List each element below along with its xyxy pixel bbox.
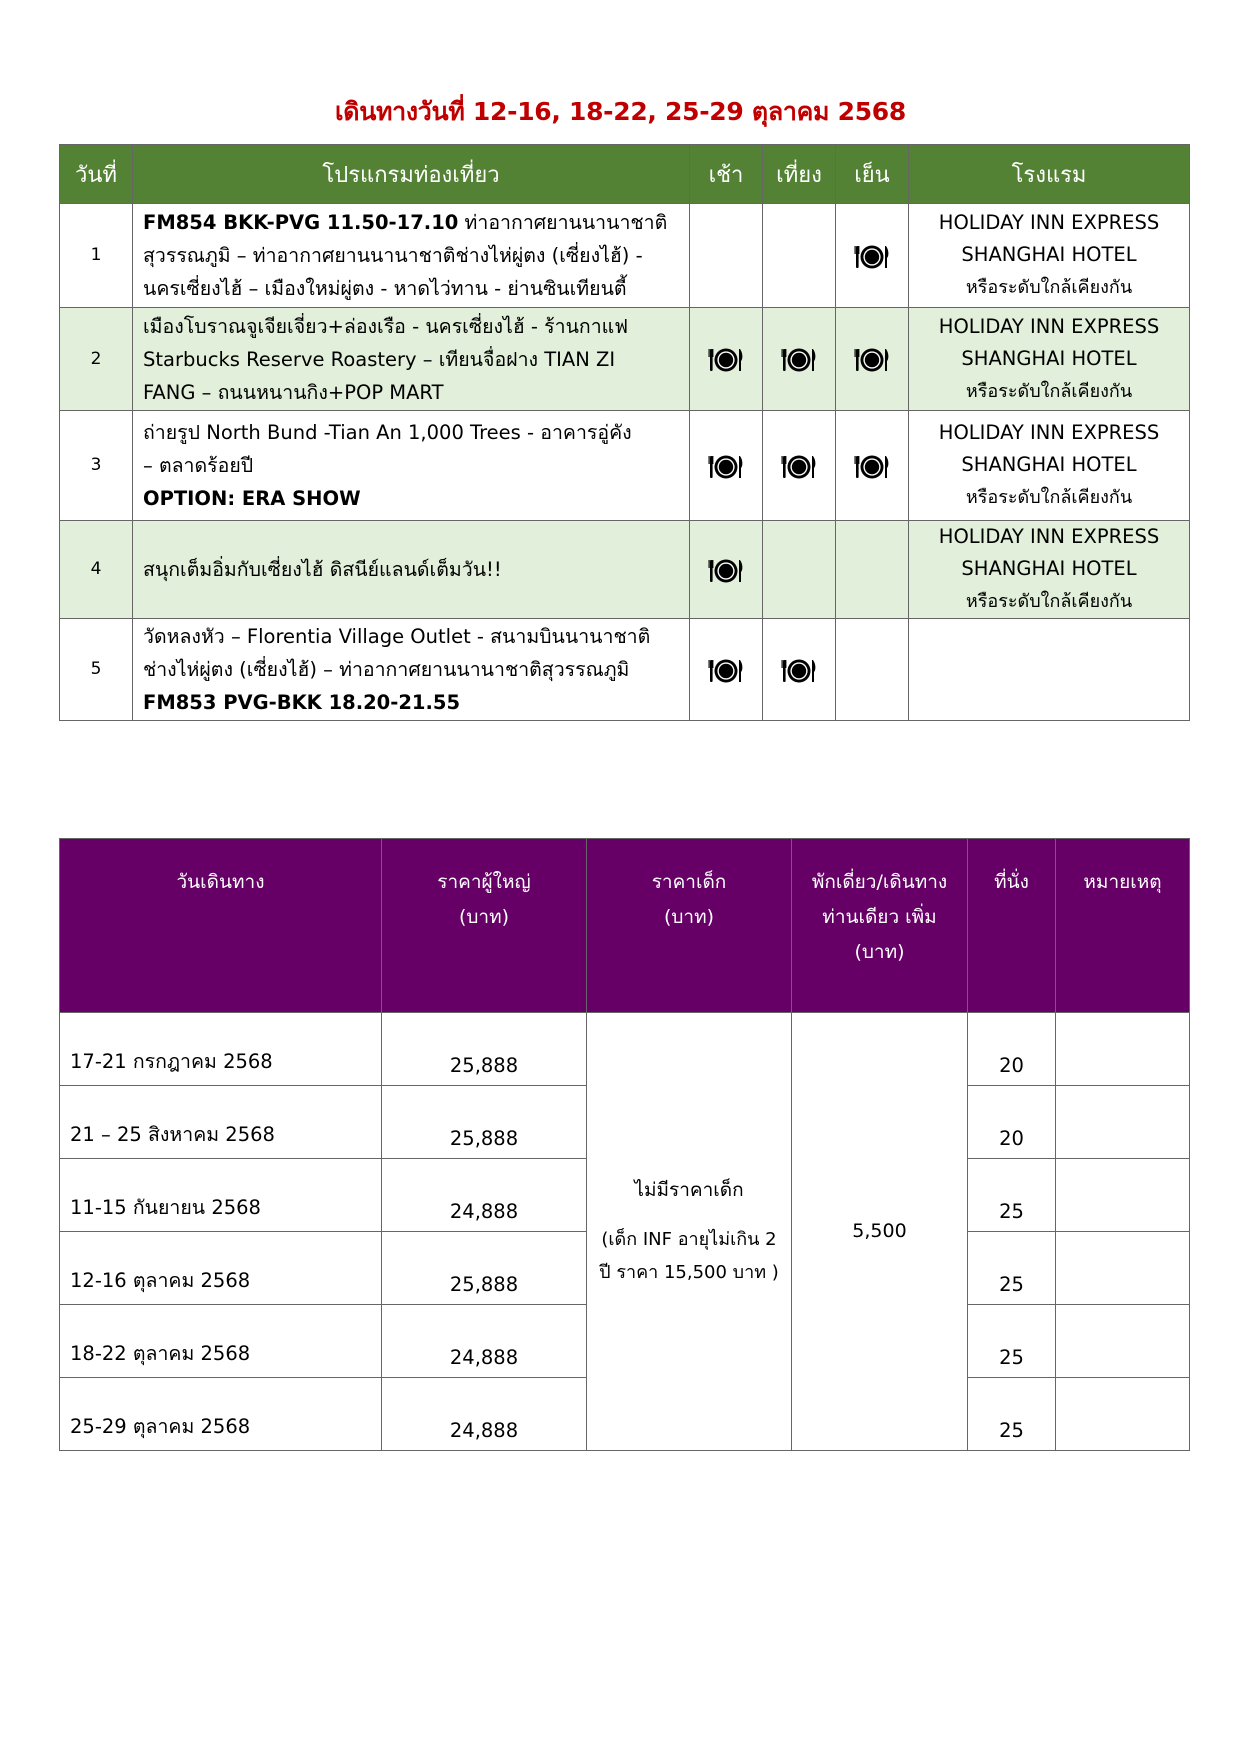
note-cell: [1056, 1378, 1190, 1451]
hotel-name: SHANGHAI HOTEL: [961, 557, 1137, 580]
single-supplement: 5,500: [792, 1013, 968, 1451]
hotel-note: หรือระดับใกล้เคียงกัน: [965, 380, 1133, 402]
child-price-note: ไม่มีราคาเด็ก (เด็ก INF อายุไม่เกิน 2 ปี ราคา 15,500 บาท ): [587, 1013, 792, 1451]
adult-price: 24,888: [382, 1378, 587, 1451]
program-text: นครเซี่ยงไฮ้ – เมืองใหม่ผู่ตง - หาดไว่ทาน - ย่านซินเทียนตี้: [143, 277, 627, 300]
hotel-name: HOLIDAY INN EXPRESS: [938, 421, 1160, 444]
note-cell: [1056, 1305, 1190, 1378]
seat-count: 25: [968, 1378, 1056, 1451]
adult-price: 25,888: [382, 1013, 587, 1086]
program-text: FANG – ถนนหนานกิง+POP MART: [143, 380, 444, 404]
note-cell: [1056, 1013, 1190, 1086]
program-cell: [133, 204, 690, 308]
seat-count: 20: [968, 1086, 1056, 1159]
note-cell: [1056, 1159, 1190, 1232]
meal-dinner: [836, 308, 909, 411]
itinerary-row: [60, 411, 1190, 521]
price-table: [59, 838, 1190, 1451]
hotel-note: หรือระดับใกล้เคียงกัน: [965, 591, 1133, 612]
hotel-cell: [909, 308, 1190, 411]
adult-price: 25,888: [382, 1086, 587, 1159]
travel-date: 11-15 กันยายน 2568: [60, 1159, 382, 1232]
header-breakfast: เช้า: [690, 145, 763, 204]
note-cell: [1056, 1086, 1190, 1159]
program-text: ช่างไห่ผู่ตง (เซี่ยงไฮ้) – ท่าอากาศยานนานาชาติสุวรรณภูมิ: [143, 658, 630, 681]
program-text: วัดหลงหัว – Florentia Village Outlet - สนามบินนานาชาติ: [143, 625, 651, 648]
meal-lunch: [763, 521, 836, 619]
price-row: [60, 1013, 1190, 1086]
travel-date: 21 – 25 สิงหาคม 2568: [60, 1086, 382, 1159]
day-number: 5: [60, 619, 133, 721]
plate-cutlery-icon: [708, 658, 744, 681]
hotel-name: HOLIDAY INN EXPRESS: [938, 314, 1160, 338]
itinerary-row: [60, 204, 1190, 308]
travel-date: 12-16 ตุลาคม 2568: [60, 1232, 382, 1305]
itinerary-row: [60, 308, 1190, 411]
header-seats: ที่นั่ง: [968, 839, 1056, 1013]
meal-breakfast: [690, 308, 763, 411]
program-text: ถ่ายรูป North Bund -Tian An 1,000 Trees - อาคารอู่คัง: [143, 421, 632, 444]
hotel-name: SHANGHAI HOTEL: [961, 453, 1137, 476]
day-number: 1: [60, 204, 133, 308]
hotel-note: หรือระดับใกล้เคียงกัน: [965, 487, 1133, 508]
program-cell: [133, 619, 690, 721]
day-number: 2: [60, 308, 133, 411]
hotel-cell: [909, 521, 1190, 619]
hotel-name: SHANGHAI HOTEL: [961, 346, 1137, 370]
hotel-cell: [909, 204, 1190, 308]
itinerary-header-row: [60, 145, 1190, 204]
itinerary-row: [60, 619, 1190, 721]
adult-price: 24,888: [382, 1305, 587, 1378]
travel-date: 25-29 ตุลาคม 2568: [60, 1378, 382, 1451]
day-number: 4: [60, 521, 133, 619]
program-cell: [133, 308, 690, 411]
program-text: เมืองโบราณจูเจียเจี่ยว+ล่องเรือ - นครเซี่ยงไฮ้ - ร้านกาแฟ: [143, 314, 629, 338]
meal-breakfast: [690, 204, 763, 308]
itinerary-table: [59, 144, 1190, 721]
flight-info: FM853 PVG-BKK 18.20-21.55: [143, 691, 461, 714]
meal-lunch: [763, 619, 836, 721]
meal-lunch: [763, 204, 836, 308]
plate-cutlery-icon: [781, 658, 817, 681]
plate-cutlery-icon: [854, 454, 890, 477]
header-dinner: เย็น: [836, 145, 909, 204]
note-cell: [1056, 1232, 1190, 1305]
plate-cutlery-icon: [708, 348, 744, 371]
hotel-name: SHANGHAI HOTEL: [961, 243, 1137, 266]
hotel-name: HOLIDAY INN EXPRESS: [938, 525, 1160, 548]
header-hotel: โรงแรม: [909, 145, 1190, 204]
meal-breakfast: [690, 521, 763, 619]
meal-breakfast: [690, 411, 763, 521]
plate-cutlery-icon: [854, 244, 890, 267]
program-text: Starbucks Reserve Roastery – เทียนจื่อฝาง TIAN ZI: [143, 347, 616, 371]
travel-date: 18-22 ตุลาคม 2568: [60, 1305, 382, 1378]
header-note: หมายเหตุ: [1056, 839, 1190, 1013]
hotel-note: หรือระดับใกล้เคียงกัน: [965, 277, 1133, 298]
header-day: วันที่: [60, 145, 133, 204]
plate-cutlery-icon: [781, 454, 817, 477]
meal-dinner: [836, 619, 909, 721]
page-title: เดินทางวันที่ 12-16, 18-22, 25-29 ตุลาคม 2568: [335, 97, 906, 126]
plate-cutlery-icon: [854, 348, 890, 371]
hotel-cell: [909, 619, 1190, 721]
header-child-price: ราคาเด็ก (บาท): [587, 839, 792, 1013]
program-text: สนุกเต็มอิ่มกับเซี่ยงไฮ้ ดิสนีย์แลนด์เต็มวัน!!: [143, 558, 502, 581]
adult-price: 24,888: [382, 1159, 587, 1232]
plate-cutlery-icon: [708, 558, 744, 581]
header-travel-date: วันเดินทาง: [60, 839, 382, 1013]
meal-dinner: [836, 521, 909, 619]
program-text: ท่าอากาศยานนานาชาติ: [458, 211, 668, 234]
meal-lunch: [763, 411, 836, 521]
meal-dinner: [836, 411, 909, 521]
header-lunch: เที่ยง: [763, 145, 836, 204]
header-program: โปรแกรมท่องเที่ยว: [133, 145, 690, 204]
meal-breakfast: [690, 619, 763, 721]
flight-info: FM854 BKK-PVG 11.50-17.10: [143, 211, 459, 234]
program-text: สุวรรณภูมิ – ท่าอากาศยานนานาชาติช่างไห่ผู่ตง (เซี่ยงไฮ้) -: [143, 244, 643, 267]
meal-lunch: [763, 308, 836, 411]
seat-count: 25: [968, 1305, 1056, 1378]
meal-dinner: [836, 204, 909, 308]
program-option: OPTION: ERA SHOW: [143, 487, 361, 510]
plate-cutlery-icon: [708, 454, 744, 477]
program-cell: [133, 411, 690, 521]
price-header-row: [60, 839, 1190, 1013]
travel-date: 17-21 กรกฎาคม 2568: [60, 1013, 382, 1086]
header-adult-price: ราคาผู้ใหญ่ (บาท): [382, 839, 587, 1013]
hotel-name: HOLIDAY INN EXPRESS: [938, 211, 1160, 234]
seat-count: 20: [968, 1013, 1056, 1086]
header-single-supplement: พักเดี่ยว/เดินทาง ท่านเดียว เพิ่ม (บาท): [792, 839, 968, 1013]
adult-price: 25,888: [382, 1232, 587, 1305]
seat-count: 25: [968, 1159, 1056, 1232]
program-cell: [133, 521, 690, 619]
hotel-cell: [909, 411, 1190, 521]
seat-count: 25: [968, 1232, 1056, 1305]
plate-cutlery-icon: [781, 348, 817, 371]
day-number: 3: [60, 411, 133, 521]
program-text: – ตลาดร้อยปี: [143, 454, 254, 477]
itinerary-row: [60, 521, 1190, 619]
